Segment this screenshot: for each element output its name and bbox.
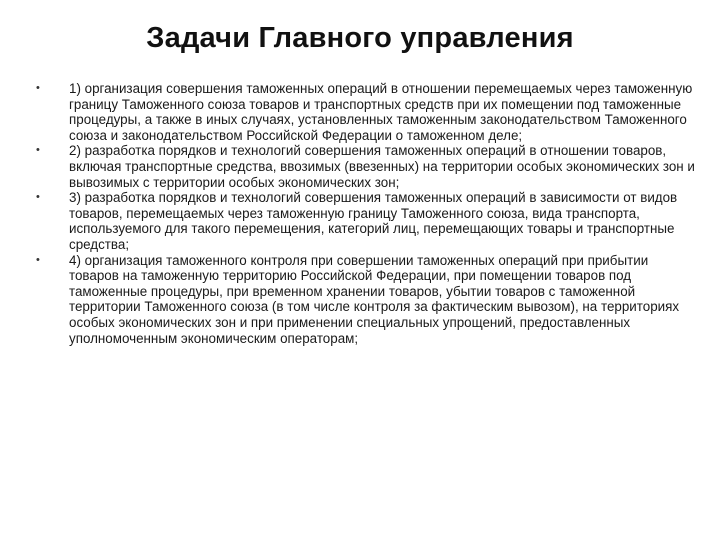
bullet-icon: • xyxy=(36,82,40,94)
bullet-text: 3) разработка порядков и технологий совершения таможенных операций в зависимости от видов товаров, перемещаемых через таможенную границу Таможенного союза, вида транспорта, используемого для такого перемещения, категорий лиц, перемещающих товары и транспортные средства; xyxy=(69,190,678,252)
bullet-text: 4) организация таможенного контроля при совершении таможенных операций при прибытии товаров на таможенную территорию Российской Федерации, при помещении товаров под таможенные процедуры, при временном хранении товаров, убытии товаров с таможенной территории Таможенного союза (в том числе контроля за фактическим вывозом), на территориях особых экономических зон и при применении специальных упрощений, предоставленных уполномоченным экономическим операторам; xyxy=(69,252,680,346)
bullet-item-3 xyxy=(36,190,696,252)
bullet-list xyxy=(36,81,696,346)
bullet-item-1 xyxy=(36,81,696,143)
bullet-icon: • xyxy=(36,144,40,157)
slide-title: Задачи Главного управления xyxy=(146,22,574,54)
bullet-icon: • xyxy=(36,191,40,204)
bullet-item-4 xyxy=(36,253,696,347)
bullet-text: 2) разработка порядков и технологий совершения таможенных операций в отношении товаров, включая транспортные средства, ввозимых (ввезенных) на территории особых экономических зон и вывозимых с территории особых экономических зон; xyxy=(69,143,695,190)
bullet-icon: • xyxy=(36,253,40,266)
bullet-item-2 xyxy=(36,143,696,190)
bullet-text: 1) организация совершения таможенных операций в отношении перемещаемых через таможенную границу Таможенного союза товаров и транспортных средств при их помещении под таможенные процедуры, а также в иных случаях, установленных таможенным законодательством Таможенного союза и законодательством Российской Федерации о таможенном деле; xyxy=(69,81,693,143)
